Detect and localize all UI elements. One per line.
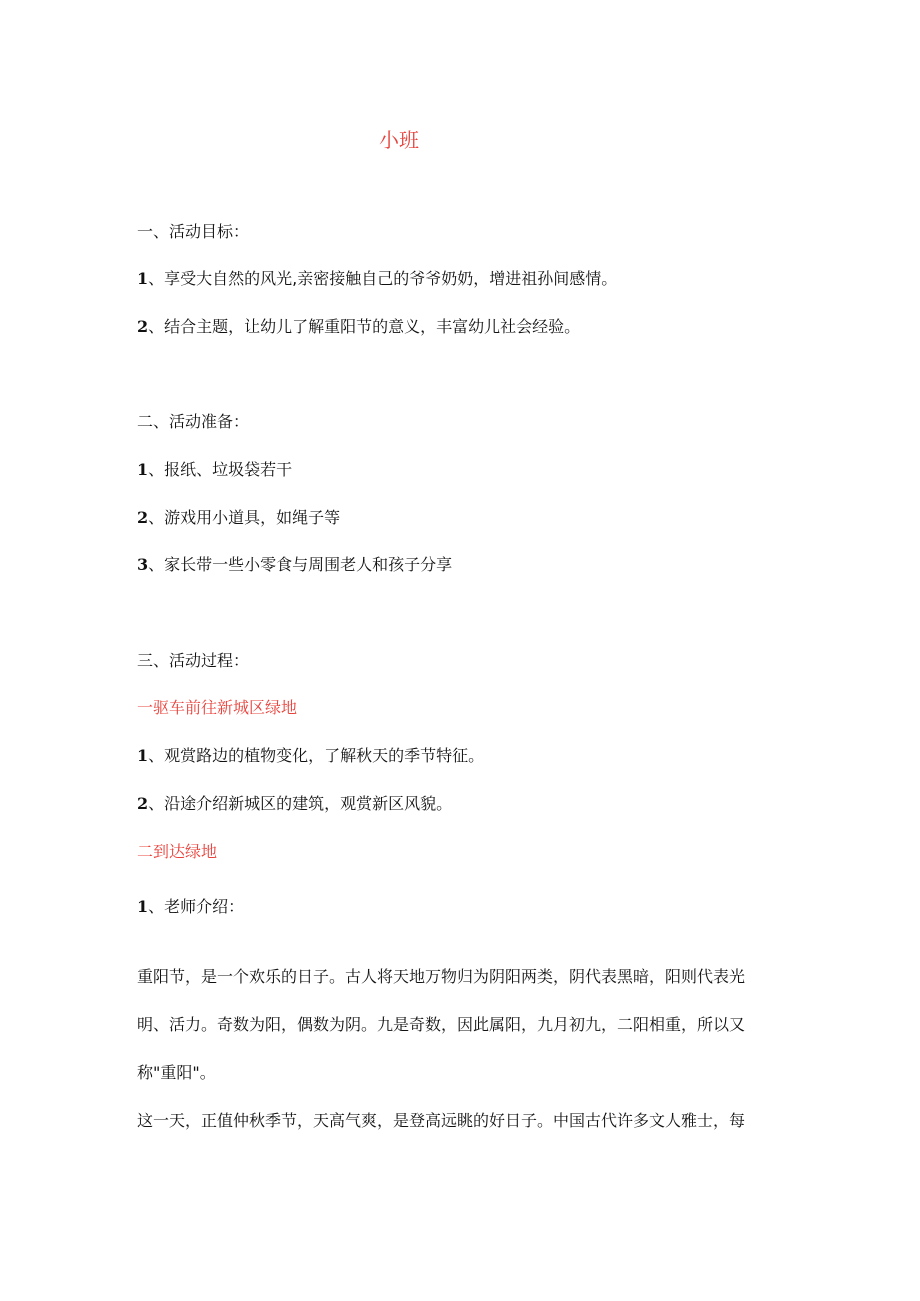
paragraph-line: 明、活力。奇数为阳，偶数为阴。九是奇数，因此属阳，九月初九，二阳相重，所以又 (137, 1015, 746, 1034)
list-item-number: 1 (137, 897, 149, 916)
list-item-number: 1 (137, 746, 149, 765)
paragraph-line: 重阳节，是一个欢乐的日子。古人将天地万物归为阴阳两类，阴代表黑暗，阳则代表光 (137, 967, 746, 986)
list-item (137, 316, 580, 338)
paragraph-line: 这一天，正值仲秋季节，天高气爽，是登高远眺的好日子。中国古代许多文人雅士，每 (137, 1111, 746, 1130)
list-item-number: 2 (137, 508, 149, 527)
list-item-text: 、享受大自然的风光,亲密接触自己的爷爷奶奶，增进祖孙间感情。 (148, 269, 618, 288)
list-item-text: 、观赏路边的植物变化，了解秋天的季节特征。 (148, 746, 485, 765)
subsection-heading-arrive: 二到达绿地 (137, 842, 218, 861)
paragraph-line: 称"重阳"。 (137, 1063, 216, 1082)
list-item-text: 、结合主题，让幼儿了解重阳节的意义，丰富幼儿社会经验。 (148, 317, 581, 336)
list-item (137, 793, 452, 815)
list-item-text: 、沿途介绍新城区的建筑，观赏新区风貌。 (148, 794, 453, 813)
list-item-number: 1 (137, 269, 149, 288)
list-item (137, 554, 452, 576)
list-item (137, 268, 617, 290)
list-item (137, 896, 244, 918)
list-item-number: 3 (137, 555, 149, 574)
list-item-text: 、老师介绍： (148, 897, 245, 916)
list-item (137, 507, 340, 529)
section-heading-process: 三、活动过程： (137, 651, 250, 670)
list-item-text: 、报纸、垃圾袋若干 (148, 460, 293, 479)
document-title: 小班 (379, 128, 419, 152)
list-item-text: 、游戏用小道具，如绳子等 (148, 508, 341, 527)
list-item-number: 1 (137, 460, 149, 479)
subsection-heading-drive: 一驱车前往新城区绿地 (137, 698, 298, 717)
list-item-text: 、家长带一些小零食与周围老人和孩子分享 (148, 555, 453, 574)
section-heading-preparation: 二、活动准备： (137, 412, 250, 431)
list-item-number: 2 (137, 317, 149, 336)
list-item-number: 2 (137, 794, 149, 813)
list-item (137, 745, 484, 767)
section-heading-goals: 一、活动目标： (137, 222, 250, 241)
list-item (137, 459, 292, 481)
